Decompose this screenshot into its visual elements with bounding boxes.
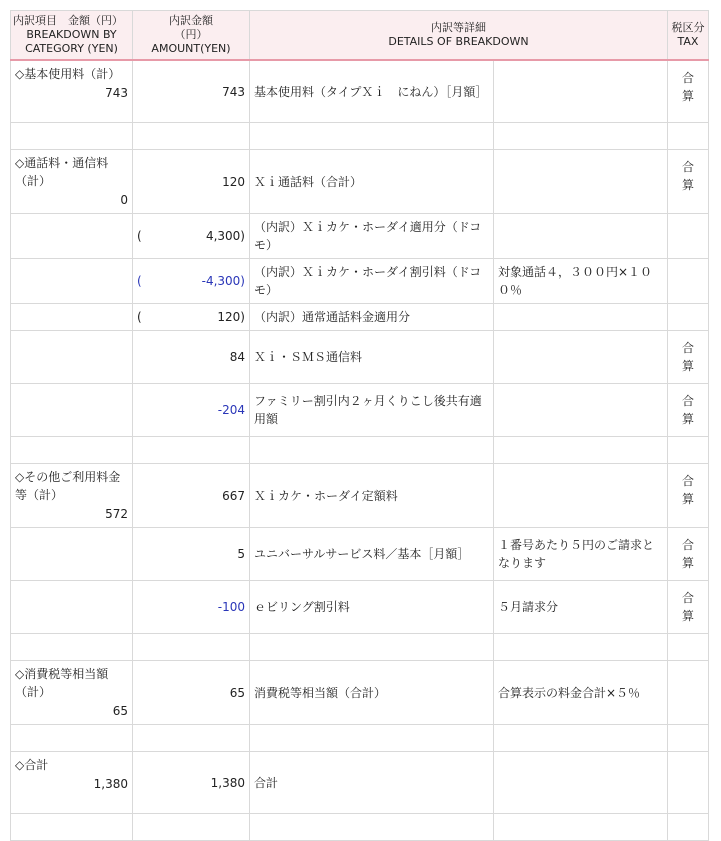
header-details-line2: DETAILS OF BREAKDOWN [388, 35, 529, 48]
tax-cell [668, 528, 709, 581]
category-row [11, 464, 709, 528]
tax-cell [668, 214, 709, 259]
amount-value: 65 [229, 685, 245, 700]
table-row [11, 214, 709, 259]
spacer-cell [11, 725, 133, 752]
header-details-line1: 内訳等詳細 [431, 21, 486, 34]
tax-char-2: 算 [682, 492, 695, 506]
header-details [250, 11, 668, 61]
header-tax-line1: 税区分 [671, 21, 705, 34]
detail-text: Ｘｉ通話料（合計） [254, 174, 363, 189]
category-cell [11, 384, 133, 437]
note-cell [494, 331, 668, 384]
billing-breakdown-table [10, 10, 709, 841]
header-category-line1: 内訳項目 金額（円） [13, 14, 123, 27]
category-cell [11, 214, 133, 259]
detail-text: （内訳）Ｘｉカケ・ホーダイ適用分（ドコモ） [254, 220, 482, 252]
detail-cell [250, 331, 494, 384]
amount-value: -4,300) [201, 274, 245, 288]
amount-cell [133, 331, 250, 384]
note-cell [494, 259, 668, 304]
amount-cell [133, 528, 250, 581]
spacer-row [11, 814, 709, 841]
spacer-cell [250, 634, 494, 661]
detail-text: （内訳）Ｘｉカケ・ホーダイ割引料（ドコモ） [254, 265, 482, 297]
tax-char-1: 合 [682, 591, 695, 605]
detail-cell [250, 581, 494, 634]
spacer-cell [668, 634, 709, 661]
note-cell [494, 60, 668, 123]
category-row [11, 60, 709, 123]
category-row [11, 661, 709, 725]
tax-char-2: 算 [682, 89, 695, 103]
category-label: ◇その他ご利用料金等（計） [15, 470, 121, 502]
note-cell [494, 661, 668, 725]
table-row [11, 581, 709, 634]
amount-value: 743 [222, 84, 245, 99]
spacer-cell [133, 634, 250, 661]
header-tax-line2: TAX [677, 35, 699, 48]
amount-cell [133, 752, 250, 814]
spacer-cell [133, 437, 250, 464]
note-cell [494, 752, 668, 814]
note-text: １番号あたり５円のご請求となります [498, 538, 655, 570]
category-cell [11, 150, 133, 214]
note-cell [494, 528, 668, 581]
amount-cell [133, 581, 250, 634]
amount-cell [133, 150, 250, 214]
category-label: ◇基本使用料（計） [15, 67, 121, 81]
amount-value: -204 [217, 403, 245, 417]
note-text: 合算表示の料金合計×５％ [498, 685, 641, 700]
table-row [11, 528, 709, 581]
tax-cell [668, 304, 709, 331]
table-row [11, 384, 709, 437]
spacer-cell [11, 634, 133, 661]
category-label: ◇消費税等相当額（計） [15, 667, 109, 699]
note-text: ５月請求分 [498, 600, 559, 614]
detail-text: Ｘｉ・ＳＭＳ通信料 [254, 350, 363, 364]
spacer-cell [250, 437, 494, 464]
category-total: 743 [105, 86, 128, 100]
category-cell [11, 259, 133, 304]
table-row [11, 331, 709, 384]
detail-text: （内訳）通常通話料金適用分 [254, 310, 411, 324]
amount-cell [133, 304, 250, 331]
spacer-cell [668, 814, 709, 841]
note-text: 対象通話４，３００円×１００％ [498, 265, 653, 297]
category-total: 65 [112, 704, 128, 718]
spacer-cell [494, 123, 668, 150]
spacer-cell [668, 123, 709, 150]
category-cell [11, 331, 133, 384]
spacer-cell [494, 814, 668, 841]
detail-text: 合計 [254, 775, 279, 790]
tax-char-1: 合 [682, 71, 695, 85]
tax-char-2: 算 [682, 609, 695, 623]
paren-open: ( [137, 310, 142, 324]
category-row [11, 150, 709, 214]
category-label: ◇通話料・通信料（計） [15, 156, 109, 188]
tax-cell [668, 150, 709, 214]
detail-cell [250, 304, 494, 331]
amount-cell [133, 661, 250, 725]
spacer-row [11, 123, 709, 150]
note-cell [494, 304, 668, 331]
amount-cell [133, 384, 250, 437]
spacer-cell [494, 725, 668, 752]
amount-value: -100 [217, 600, 245, 614]
detail-cell [250, 60, 494, 123]
tax-cell [668, 464, 709, 528]
spacer-cell [11, 123, 133, 150]
header-amount-line1: 内訳金額 [169, 14, 213, 27]
tax-cell [668, 384, 709, 437]
paren-open: ( [137, 229, 142, 243]
spacer-cell [133, 725, 250, 752]
spacer-cell [11, 437, 133, 464]
spacer-cell [668, 437, 709, 464]
category-cell [11, 528, 133, 581]
tax-cell [668, 661, 709, 725]
category-total: 572 [105, 507, 128, 521]
tax-cell [668, 60, 709, 123]
header-category-line3: CATEGORY (YEN) [25, 42, 118, 55]
header-category-line2: BREAKDOWN BY [26, 28, 117, 41]
tax-cell [668, 581, 709, 634]
detail-cell [250, 259, 494, 304]
category-cell [11, 60, 133, 123]
spacer-row [11, 634, 709, 661]
header-category [11, 11, 133, 61]
tax-cell [668, 259, 709, 304]
spacer-cell [250, 814, 494, 841]
table-row [11, 304, 709, 331]
tax-char-2: 算 [682, 412, 695, 426]
tax-char-2: 算 [682, 178, 695, 192]
paren-open: ( [137, 274, 142, 288]
spacer-cell [11, 814, 133, 841]
category-cell [11, 304, 133, 331]
tax-char-1: 合 [682, 341, 695, 355]
table-header-row [11, 11, 709, 61]
note-cell [494, 150, 668, 214]
detail-text: 基本使用料（タイプＸｉ にねん）［月額］ [254, 84, 488, 99]
detail-cell [250, 752, 494, 814]
detail-text: ユニバーサルサービス料／基本［月額］ [254, 547, 470, 561]
category-total: 1,380 [93, 777, 128, 791]
table-row [11, 259, 709, 304]
spacer-cell [133, 814, 250, 841]
spacer-row [11, 725, 709, 752]
detail-cell [250, 528, 494, 581]
amount-cell [133, 464, 250, 528]
header-amount [133, 11, 250, 61]
category-cell [11, 752, 133, 814]
note-cell [494, 464, 668, 528]
spacer-cell [250, 123, 494, 150]
header-amount-line2: （円）AMOUNT(YEN) [151, 28, 231, 55]
table-body [11, 60, 709, 841]
detail-cell [250, 384, 494, 437]
detail-cell [250, 661, 494, 725]
category-row [11, 752, 709, 814]
amount-value: 120) [217, 310, 245, 324]
tax-char-1: 合 [682, 538, 695, 552]
note-cell [494, 384, 668, 437]
category-total: 0 [120, 193, 128, 207]
amount-value: 120 [222, 174, 245, 189]
category-cell [11, 661, 133, 725]
tax-char-1: 合 [682, 160, 695, 174]
detail-text: Ｘｉカケ・ホーダイ定額料 [254, 488, 398, 503]
note-cell [494, 581, 668, 634]
amount-value: 5 [237, 547, 245, 561]
amount-cell [133, 60, 250, 123]
detail-cell [250, 214, 494, 259]
detail-text: 消費税等相当額（合計） [254, 685, 387, 700]
detail-text: ファミリー割引内２ヶ月くりこし後共有適用額 [254, 394, 482, 426]
amount-value: 667 [222, 488, 245, 503]
category-label: ◇合計 [15, 758, 49, 772]
category-cell [11, 581, 133, 634]
amount-cell [133, 214, 250, 259]
amount-value: 84 [229, 350, 245, 364]
spacer-cell [668, 725, 709, 752]
header-tax [668, 11, 709, 61]
detail-text: ｅビリング割引料 [254, 600, 350, 614]
tax-char-2: 算 [682, 556, 695, 570]
spacer-row [11, 437, 709, 464]
tax-char-1: 合 [682, 394, 695, 408]
amount-value: 1,380 [210, 775, 245, 790]
detail-cell [250, 464, 494, 528]
spacer-cell [494, 437, 668, 464]
spacer-cell [133, 123, 250, 150]
tax-cell [668, 331, 709, 384]
amount-value: 4,300) [205, 229, 245, 243]
tax-cell [668, 752, 709, 814]
tax-char-1: 合 [682, 474, 695, 488]
detail-cell [250, 150, 494, 214]
note-cell [494, 214, 668, 259]
amount-cell [133, 259, 250, 304]
spacer-cell [250, 725, 494, 752]
category-cell [11, 464, 133, 528]
spacer-cell [494, 634, 668, 661]
tax-char-2: 算 [682, 359, 695, 373]
